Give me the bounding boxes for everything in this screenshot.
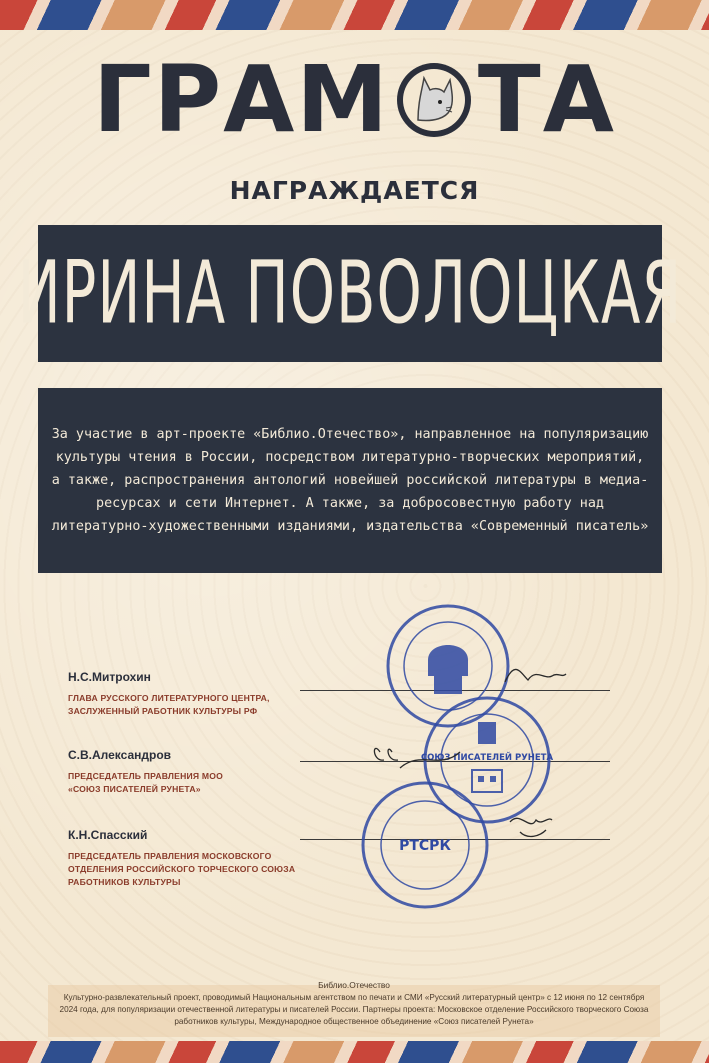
title-letter: А xyxy=(542,45,616,153)
title-letter: Т xyxy=(477,45,543,153)
stamp-3-label: РТСРК xyxy=(399,838,451,854)
awarded-subtitle: НАГРАЖДАЕТСЯ xyxy=(229,176,480,205)
project-footer xyxy=(54,979,654,1028)
award-description-text: За участие в арт-проекте «Библио.Отечество», направленное на популяризацию культуры чтения в России, посредством литературно-творческих мероприятий, а также, распространения антологий новейшей российской литературы в медиа-ресурсах и сети Интернет. А также, за добросовестную работу над литературно-художественными изданиями, издательства «Современный писатель» xyxy=(51,427,649,534)
recipient-name: ИРИНА ПОВОЛОЦКАЯ xyxy=(17,243,683,344)
stamp-2-label: СОЮЗ ПИСАТЕЛЕЙ РУНЕТА xyxy=(420,753,554,763)
signatory-role-line: «СОЮЗ ПИСАТЕЛЕЙ РУНЕТА» xyxy=(68,784,201,794)
footer-title: Библио.Отечество xyxy=(318,980,390,990)
signatory-role-line: ПРЕДСЕДАТЕЛЬ ПРАВЛЕНИЯ МОСКОВСКОГО xyxy=(68,851,272,861)
title-letter: Г xyxy=(93,45,154,153)
signatory-name: С.В.Александров xyxy=(68,748,172,762)
bottom-decorative-stripe xyxy=(0,1041,709,1063)
signature-3-scribble xyxy=(510,818,552,836)
signatory-name: Н.С.Митрохин xyxy=(68,670,151,684)
signatory-role-line: РАБОТНИКОВ КУЛЬТУРЫ xyxy=(68,877,181,887)
signatory-role-line: ПРЕДСЕДАТЕЛЬ ПРАВЛЕНИЯ МОО xyxy=(68,771,223,781)
signatory-role-line: ОТДЕЛЕНИЯ РОССИЙСКОГО ТОРЧЕСКОГО СОЮЗА xyxy=(68,864,296,874)
footer-text: Культурно-развлекательный проект, проводимый Национальным агентством по печати и СМИ «Русский литературный центр» с 12 июня по 12 сентября 2024 года, для популяризации отечественной литературы и писателей России. Партнеры проекта: Московское отделение Российского творческого Союза работников культуры, Международное общественное объединение «Союз писателей Рунета» xyxy=(59,993,649,1026)
title-letter: А xyxy=(223,45,297,153)
signatory-name: К.Н.Спасский xyxy=(68,828,148,842)
stamp-1-icon xyxy=(388,606,508,726)
title-letter: М xyxy=(296,45,390,153)
signatory-role-line: ЗАСЛУЖЕННЫЙ РАБОТНИК КУЛЬТУРЫ РФ xyxy=(68,706,258,716)
title-letter: Р xyxy=(153,45,224,153)
signature-1-scribble xyxy=(505,669,566,682)
signatory-role-line: ГЛАВА РУССКОГО ЛИТЕРАТУРНОГО ЦЕНТРА, xyxy=(68,693,270,703)
